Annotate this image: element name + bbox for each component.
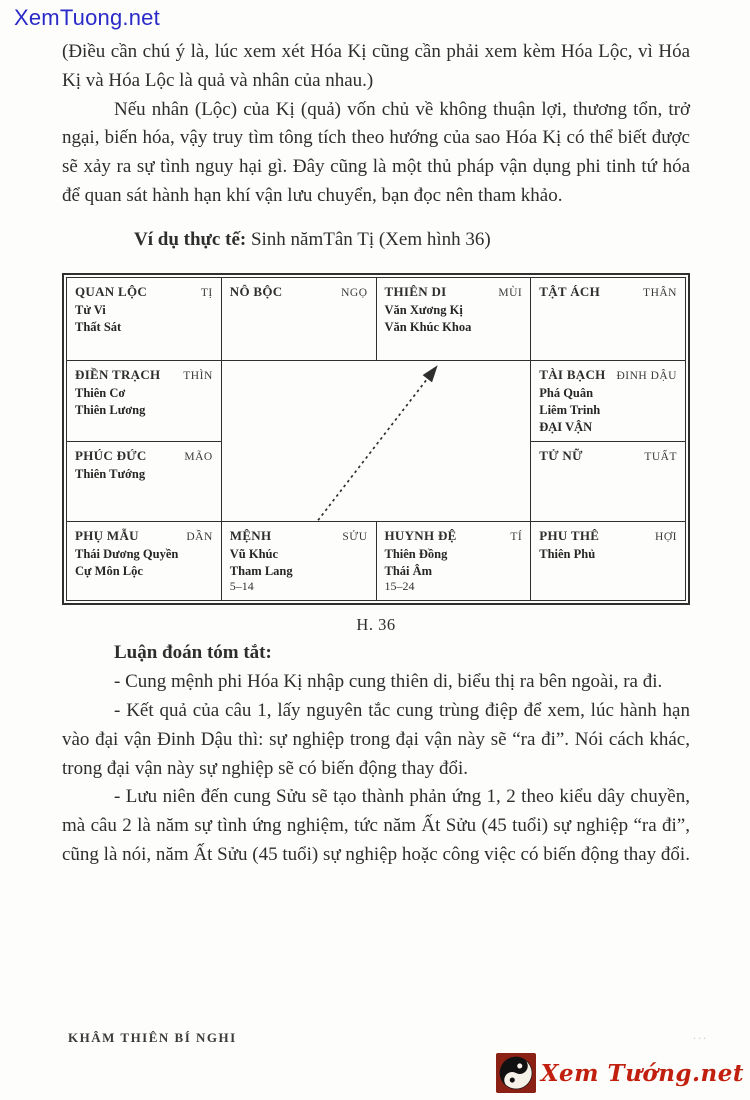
star-name: Thiên Phủ [539,546,596,561]
yin-yang-icon [496,1053,536,1093]
star-name: Thiên Tướng [75,466,146,481]
star-name: Thiên Lương [75,402,146,417]
tuvi-chart-grid [66,277,686,601]
star-name: Tham Lang [229,563,293,578]
palace-cell [67,278,221,360]
palace-cell [531,522,685,600]
star-name: ĐẠI VẬN [539,419,593,434]
palace-cell [377,278,531,360]
palace-name: THIÊN DI [384,283,447,299]
chart-center-area [222,361,531,521]
branch-label: MÙI [498,286,523,299]
site-logo-text: Xem Tướng.net [540,1059,744,1087]
page-body [62,38,690,870]
star-name: Thất Sát [75,319,122,334]
palace-name: PHÚC ĐỨC [75,447,147,463]
analysis-heading: Luận đoán tóm tắt: [114,642,272,664]
palace-cell [222,278,376,360]
example-line [62,226,690,255]
star-name: Thái Dương Quyền [75,546,179,561]
example-label: Ví dụ thực tế: [134,228,247,250]
palace-cell [222,522,376,600]
palace-name: TẬT ÁCH [539,283,600,299]
age-range: 15–24 [384,578,415,593]
branch-label: ĐINH DẬU [616,369,677,382]
palace-name: PHỤ MẪU [75,527,139,543]
palace-name: QUAN LỘC [75,283,148,299]
page-number-mark: ... [693,1028,708,1042]
palace-name: TÀI BẠCH [539,366,606,382]
branch-label: THÂN [643,286,677,299]
branch-label: TỊ [200,286,213,299]
star-name: Cự Môn Lộc [75,563,143,578]
star-name: Văn Xương Kị [384,302,463,317]
example-text: Sinh nămTân Tị (Xem hình 36) [246,228,491,250]
analysis-bullet-1: - Cung mệnh phi Hóa Kị nhập cung thiên di, biểu thị ra bên ngoài, ra đi. [114,671,663,693]
branch-label: MÃO [184,450,213,463]
site-watermark: XemTuong.net [14,5,160,30]
palace-cell [531,442,685,521]
star-name: Thiên Đồng [384,546,448,561]
palace-cell [531,361,685,441]
branch-label: SỬU [342,530,368,543]
palace-cell [67,522,221,600]
palace-name: HUYNH ĐỆ [384,527,457,543]
branch-label: TUẤT [644,450,677,463]
palace-name: MỆNH [229,527,272,543]
star-name: Tử Vi [75,302,106,317]
star-name: Văn Khúc Khoa [384,319,472,334]
branch-label: DẦN [186,530,213,543]
palace-name: TỬ NỮ [539,447,583,463]
palace-cell [531,278,685,360]
analysis-bullet-2: - Kết quả của câu 1, lấy nguyên tắc cung trùng điệp để xem, lúc hành hạn vào đại vận Đinh Dậu thì: sự nghiệp trong đại vận này sẽ “ra đi”. Nói cách khác, trong đại vận này sự nghiệp sẽ có biến động thay đổi. [62,699,690,779]
book-title-footer: KHÂM THIÊN BÍ NGHI [68,1030,237,1045]
intro-paragraph-2: Nếu nhân (Lộc) của Kị (quả) vốn chủ về không thuận lợi, thương tổn, trở ngại, biến hóa, vậy truy tìm tông tích theo hướng của sao Hóa Kị có thể biết được sẽ xảy ra sự tình nguy hại gì. Đây cũng là một thủ pháp vận dụng phi tinh tứ hóa để quan sát hành hạn khí vận lưu chuyển, bạn đọc nên tham khảo. [62,98,690,206]
site-logo [496,1053,744,1093]
branch-label: THÌN [183,369,213,382]
analysis-bullet-3: - Lưu niên đến cung Sửu sẽ tạo thành phản ứng 1, 2 theo kiểu dây chuyền, mà câu 2 là năm sự tình ứng nghiệm, tức năm Ất Sửu (45 tuổi) sự nghiệp “ra đi”, cũng là nói, năm Ất Sửu (45 tuổi) sự nghiệp hoặc công việc có biến động thay đổi. [62,786,690,865]
intro-paragraph-1: (Điều cần chú ý là, lúc xem xét Hóa Kị cũng cần phải xem kèm Hóa Lộc, vì Hóa Kị và Hóa Lộc là quả và nhân của nhau.) [62,41,690,91]
star-name: Phá Quân [539,385,594,400]
star-name: Vũ Khúc [229,546,279,561]
branch-label: HỢI [655,530,677,543]
palace-cell [67,442,221,521]
palace-name: PHU THÊ [539,527,600,543]
figure-caption: H. 36 [356,614,396,634]
palace-cell [67,361,221,441]
palace-cell [377,522,531,600]
branch-label: TÍ [510,530,523,543]
star-name: Thiên Cơ [75,385,126,400]
palace-name: NÔ BỘC [229,283,283,299]
palace-name: ĐIỀN TRẠCH [75,366,161,382]
branch-label: NGỌ [341,286,368,299]
age-range: 5–14 [229,578,254,593]
star-name: Liêm Trinh [539,402,601,417]
star-name: Thái Âm [384,563,433,578]
tuvi-chart [62,273,690,605]
